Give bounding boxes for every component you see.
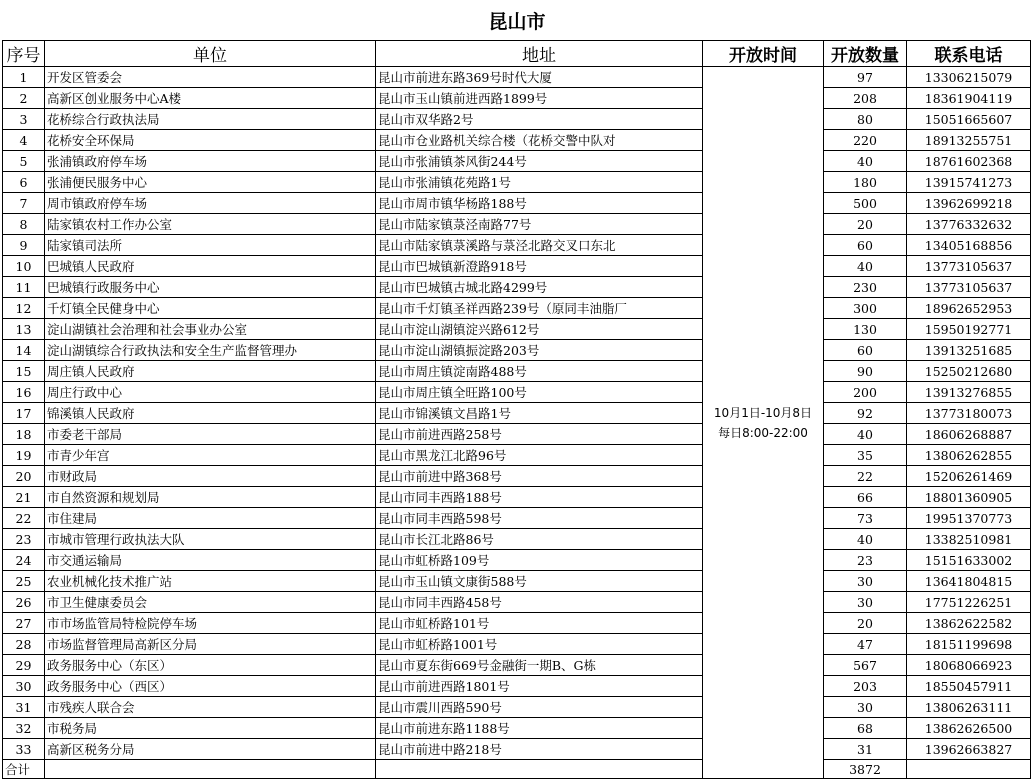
cell-unit[interactable]: 花桥综合行政执法局 [45,109,376,130]
cell-count[interactable]: 203 [824,676,907,697]
total-label[interactable]: 合计 [3,760,45,779]
cell-unit[interactable]: 市委老干部局 [45,424,376,445]
table-row [3,508,1031,529]
cell-count[interactable]: 20 [824,613,907,634]
cell-no[interactable]: 10 [3,256,45,277]
table-row [3,487,1031,508]
cell-count[interactable]: 130 [824,319,907,340]
cell-phone[interactable]: 13773105637 [907,277,1031,298]
cell-address[interactable]: 昆山市夏东街669号金融街一期B、G栋 [376,655,703,676]
cell-count[interactable]: 80 [824,109,907,130]
cell-address[interactable]: 昆山市周庄镇淀南路488号 [376,361,703,382]
cell-address[interactable]: 昆山市陆家镇菉泾南路77号 [376,214,703,235]
cell-address[interactable]: 昆山市前进中路368号 [376,466,703,487]
cell-phone[interactable]: 13913251685 [907,340,1031,361]
cell-address[interactable]: 昆山市虹桥路109号 [376,550,703,571]
total-count[interactable]: 3872 [824,760,907,779]
cell-unit[interactable]: 周市镇政府停车场 [45,193,376,214]
cell-phone[interactable]: 13915741273 [907,172,1031,193]
cell-phone[interactable]: 18361904119 [907,88,1031,109]
cell-phone[interactable]: 19951370773 [907,508,1031,529]
cell-no[interactable]: 7 [3,193,45,214]
header-row [3,41,1031,67]
cell-phone[interactable]: 18761602368 [907,151,1031,172]
cell-count[interactable]: 40 [824,424,907,445]
cell-count[interactable]: 22 [824,466,907,487]
cell-unit[interactable]: 陆家镇司法所 [45,235,376,256]
cell-unit[interactable]: 市卫生健康委员会 [45,592,376,613]
table-body [3,67,1031,779]
cell-phone[interactable]: 13806263111 [907,697,1031,718]
cell-phone[interactable]: 13382510981 [907,529,1031,550]
cell-phone[interactable]: 18151199698 [907,634,1031,655]
cell-no[interactable]: 14 [3,340,45,361]
table-row [3,403,1031,424]
cell-unit[interactable]: 市财政局 [45,466,376,487]
cell-no[interactable]: 17 [3,403,45,424]
cell-address[interactable]: 昆山市同丰西路598号 [376,508,703,529]
cell-phone[interactable]: 18068066923 [907,655,1031,676]
cell-unit[interactable]: 市城市管理行政执法大队 [45,529,376,550]
cell-count[interactable]: 66 [824,487,907,508]
cell-unit[interactable]: 市自然资源和规划局 [45,487,376,508]
table-row [3,193,1031,214]
cell-unit[interactable]: 张浦镇政府停车场 [45,151,376,172]
table-row [3,88,1031,109]
table-row [3,256,1031,277]
cell-unit[interactable]: 高新区创业服务中心A楼 [45,88,376,109]
cell-address[interactable]: 昆山市玉山镇前进西路1899号 [376,88,703,109]
table-row [3,571,1031,592]
cell-count[interactable]: 92 [824,403,907,424]
cell-no[interactable]: 4 [3,130,45,151]
cell-address[interactable]: 昆山市震川西路590号 [376,697,703,718]
cell-no[interactable]: 3 [3,109,45,130]
table-row [3,319,1031,340]
total-address-empty[interactable] [376,760,703,779]
cell-no[interactable]: 24 [3,550,45,571]
cell-phone[interactable]: 13641804815 [907,571,1031,592]
cell-address[interactable]: 昆山市黑龙江北路96号 [376,445,703,466]
cell-no[interactable]: 29 [3,655,45,676]
cell-no[interactable]: 20 [3,466,45,487]
cell-address[interactable]: 昆山市巴城镇新澄路918号 [376,256,703,277]
cell-address[interactable]: 昆山市周庄镇全旺路100号 [376,382,703,403]
cell-unit[interactable]: 市税务局 [45,718,376,739]
cell-phone[interactable]: 15950192771 [907,319,1031,340]
table-row [3,298,1031,319]
cell-unit[interactable]: 张浦便民服务中心 [45,172,376,193]
cell-count[interactable]: 300 [824,298,907,319]
cell-no[interactable]: 18 [3,424,45,445]
table-row [3,550,1031,571]
cell-phone[interactable]: 18801360905 [907,487,1031,508]
cell-address[interactable]: 昆山市巴城镇古城北路4299号 [376,277,703,298]
table-row [3,277,1031,298]
cell-phone[interactable]: 13962699218 [907,193,1031,214]
parking-table [2,40,1031,779]
cell-no[interactable]: 5 [3,151,45,172]
cell-phone[interactable]: 18913255751 [907,130,1031,151]
cell-address[interactable]: 昆山市双华路2号 [376,109,703,130]
cell-unit[interactable]: 市市场监管局特检院停车场 [45,613,376,634]
cell-no[interactable]: 33 [3,739,45,760]
table-row [3,67,1031,88]
cell-unit[interactable]: 巴城镇行政服务中心 [45,277,376,298]
cell-unit[interactable]: 市残疾人联合会 [45,697,376,718]
cell-phone[interactable]: 17751226251 [907,592,1031,613]
cell-phone[interactable]: 15250212680 [907,361,1031,382]
cell-count[interactable]: 73 [824,508,907,529]
cell-unit[interactable]: 陆家镇农村工作办公室 [45,214,376,235]
cell-count[interactable]: 500 [824,193,907,214]
cell-count[interactable]: 208 [824,88,907,109]
table-row [3,109,1031,130]
cell-unit[interactable]: 政务服务中心（西区） [45,676,376,697]
cell-unit[interactable]: 巴城镇人民政府 [45,256,376,277]
cell-no[interactable]: 22 [3,508,45,529]
cell-phone[interactable]: 15051665607 [907,109,1031,130]
cell-address[interactable]: 昆山市同丰西路458号 [376,592,703,613]
table-row [3,424,1031,445]
cell-no[interactable]: 1 [3,67,45,88]
cell-phone[interactable]: 13862626500 [907,718,1031,739]
cell-unit[interactable]: 周庄行政中心 [45,382,376,403]
table-row [3,739,1031,760]
cell-address[interactable]: 昆山市张浦镇花苑路1号 [376,172,703,193]
cell-phone[interactable]: 15151633002 [907,550,1031,571]
header-address[interactable]: 地址 [376,41,703,67]
cell-count[interactable]: 97 [824,67,907,88]
cell-count[interactable]: 30 [824,571,907,592]
cell-no[interactable]: 13 [3,319,45,340]
table-row [3,445,1031,466]
page-title: 昆山市 [488,10,546,33]
table-row [3,592,1031,613]
cell-count[interactable]: 230 [824,277,907,298]
cell-address[interactable]: 昆山市周市镇华杨路188号 [376,193,703,214]
cell-phone[interactable]: 13306215079 [907,67,1031,88]
cell-count[interactable]: 200 [824,382,907,403]
cell-count[interactable]: 60 [824,340,907,361]
cell-no[interactable]: 26 [3,592,45,613]
cell-no[interactable]: 25 [3,571,45,592]
cell-address[interactable]: 昆山市玉山镇文康街588号 [376,571,703,592]
cell-address[interactable]: 昆山市锦溪镇文昌路1号 [376,403,703,424]
cell-unit[interactable]: 千灯镇全民健身中心 [45,298,376,319]
cell-phone[interactable]: 13776332632 [907,214,1031,235]
cell-phone[interactable]: 13773105637 [907,256,1031,277]
cell-unit[interactable]: 政务服务中心（东区） [45,655,376,676]
cell-unit[interactable]: 市交通运输局 [45,550,376,571]
cell-no[interactable]: 2 [3,88,45,109]
cell-no[interactable]: 32 [3,718,45,739]
cell-phone[interactable]: 13405168856 [907,235,1031,256]
total-unit-empty[interactable] [45,760,376,779]
table-row [3,676,1031,697]
cell-open-time[interactable] [703,67,824,779]
cell-phone[interactable]: 15206261469 [907,466,1031,487]
cell-phone[interactable]: 13806262855 [907,445,1031,466]
cell-address[interactable]: 昆山市前进东路1188号 [376,718,703,739]
cell-phone[interactable]: 18962652953 [907,298,1031,319]
cell-count[interactable]: 20 [824,214,907,235]
cell-unit[interactable]: 农业机械化技术推广站 [45,571,376,592]
cell-no[interactable]: 16 [3,382,45,403]
cell-count[interactable]: 31 [824,739,907,760]
open-time-daily: 每日8:00-22:00 [718,425,808,440]
cell-phone[interactable]: 18550457911 [907,676,1031,697]
cell-no[interactable]: 12 [3,298,45,319]
cell-no[interactable]: 19 [3,445,45,466]
cell-unit[interactable]: 市场监督管理局高新区分局 [45,634,376,655]
cell-count[interactable]: 47 [824,634,907,655]
table-row [3,361,1031,382]
cell-address[interactable]: 昆山市同丰西路188号 [376,487,703,508]
cell-count[interactable]: 220 [824,130,907,151]
cell-count[interactable]: 23 [824,550,907,571]
cell-no[interactable]: 6 [3,172,45,193]
cell-address[interactable]: 昆山市陆家镇菉溪路与菉泾北路交叉口东北 [376,235,703,256]
header-count[interactable]: 开放数量 [824,41,907,67]
cell-no[interactable]: 31 [3,697,45,718]
cell-address[interactable]: 昆山市前进东路369号时代大厦 [376,67,703,88]
cell-phone[interactable]: 13962663827 [907,739,1031,760]
table-row [3,718,1031,739]
table-row [3,613,1031,634]
total-phone-empty[interactable] [907,760,1031,779]
cell-unit[interactable]: 市青少年宫 [45,445,376,466]
cell-address[interactable]: 昆山市前进西路258号 [376,424,703,445]
cell-address[interactable]: 昆山市千灯镇圣祥西路239号（原同丰油脂厂 [376,298,703,319]
table-row [3,655,1031,676]
cell-unit[interactable]: 花桥安全环保局 [45,130,376,151]
cell-count[interactable]: 30 [824,697,907,718]
cell-count[interactable]: 90 [824,361,907,382]
table-row [3,172,1031,193]
cell-unit[interactable]: 高新区税务分局 [45,739,376,760]
cell-no[interactable]: 11 [3,277,45,298]
table-row [3,529,1031,550]
table-row [3,466,1031,487]
cell-phone[interactable]: 13862622582 [907,613,1031,634]
cell-address[interactable]: 昆山市长江北路86号 [376,529,703,550]
cell-count[interactable]: 40 [824,529,907,550]
cell-address[interactable]: 昆山市仓业路机关综合楼（花桥交警中队对 [376,130,703,151]
cell-address[interactable]: 昆山市虹桥路101号 [376,613,703,634]
table-row [3,151,1031,172]
cell-count[interactable]: 180 [824,172,907,193]
header-time[interactable]: 开放时间 [703,41,824,67]
open-time-range: 10月1日-10月8日 [713,405,813,420]
cell-no[interactable]: 9 [3,235,45,256]
cell-count[interactable]: 35 [824,445,907,466]
table-row [3,697,1031,718]
table-row [3,235,1031,256]
cell-phone[interactable]: 13913276855 [907,382,1031,403]
table-row [3,340,1031,361]
cell-count[interactable]: 40 [824,256,907,277]
cell-no[interactable]: 23 [3,529,45,550]
cell-unit[interactable]: 开发区管委会 [45,67,376,88]
cell-address[interactable]: 昆山市前进中路218号 [376,739,703,760]
cell-phone[interactable]: 18606268887 [907,424,1031,445]
cell-count[interactable]: 60 [824,235,907,256]
cell-unit[interactable]: 周庄镇人民政府 [45,361,376,382]
table-row [3,634,1031,655]
cell-count[interactable]: 30 [824,592,907,613]
cell-count[interactable]: 68 [824,718,907,739]
cell-address[interactable]: 昆山市虹桥路1001号 [376,634,703,655]
total-row [3,760,1031,779]
cell-address[interactable]: 昆山市前进西路1801号 [376,676,703,697]
cell-address[interactable]: 昆山市张浦镇茶风街244号 [376,151,703,172]
cell-address[interactable]: 昆山市淀山湖镇淀兴路612号 [376,319,703,340]
cell-count[interactable]: 567 [824,655,907,676]
cell-no[interactable]: 28 [3,634,45,655]
cell-no[interactable]: 27 [3,613,45,634]
cell-unit[interactable]: 锦溪镇人民政府 [45,403,376,424]
table-row [3,130,1031,151]
cell-unit[interactable]: 淀山湖镇社会治理和社会事业办公室 [45,319,376,340]
cell-count[interactable]: 40 [824,151,907,172]
table-row [3,214,1031,235]
cell-no[interactable]: 15 [3,361,45,382]
header-phone[interactable]: 联系电话 [907,41,1031,67]
header-no[interactable]: 序号 [3,41,45,67]
cell-phone[interactable]: 13773180073 [907,403,1031,424]
cell-no[interactable]: 21 [3,487,45,508]
cell-no[interactable]: 30 [3,676,45,697]
cell-address[interactable]: 昆山市淀山湖镇振淀路203号 [376,340,703,361]
cell-unit[interactable]: 市住建局 [45,508,376,529]
cell-unit[interactable]: 淀山湖镇综合行政执法和安全生产监督管理办 [45,340,376,361]
table-row [3,382,1031,403]
header-unit[interactable]: 单位 [45,41,376,67]
cell-no[interactable]: 8 [3,214,45,235]
